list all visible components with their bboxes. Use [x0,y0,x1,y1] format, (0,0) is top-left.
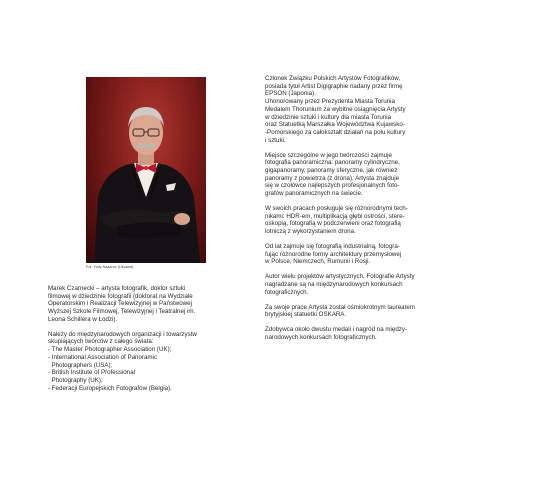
text-line: Leona Schillera w Łodzi). [48,315,118,323]
text-line: grafów panoramicznych na świecie. [265,190,363,198]
panorama-paragraph [265,152,442,198]
text-line: filmowej w dziedzinie fotografii (doktorat na Wydziale [48,292,193,300]
medals-paragraph [265,326,442,341]
list-item: - Federacji Europejskich Fotografów (Belgia). [48,384,172,392]
text-line: gigapanoramy, panoramy sferyczne, jak również [265,166,398,174]
text-line: brytyjskiej statuetki OSKARA. [265,311,347,319]
portrait-photo [86,77,206,263]
text-line: Od lat zajmuje się fotografią industrialną, fotogra- [265,242,400,250]
honors-paragraph [265,75,442,144]
list-item: Photography (UK); [48,376,103,384]
text-line: -Pomorskiego za całokształt działań na polu kultury [265,128,406,136]
text-line: i sztuki. [265,136,286,144]
bio-intro-paragraph [48,285,246,324]
text-line: w dziedzinie sztuki i kultury dla miasta Torunia [265,113,392,121]
text-line: się w czołówce najlepszych profesjonalnych foto- [265,182,400,190]
oskar-paragraph [265,304,442,319]
text-line: panoramy z powietrza (z drona). Artysta znajduje [265,174,400,182]
photo-caption: Fot. Yuliy Nazarov (Ukraina) [86,265,134,269]
portrait-illustration [86,77,206,263]
text-line: skupiających twórców z całego świata: [48,338,154,346]
text-line: Wyższej Szkole Filmowej, Telewizyjnej i Teatralnej im. [48,308,196,316]
text-line: nikami: HDR-em, multiplikacją głębi ostrości, stere- [265,212,405,220]
list-item: - International Association of Panoramic [48,353,158,361]
text-line: oraz Statuetką Marszałka Województwa Kujawsko- [265,121,405,129]
text-line: posiada tytuł Artist Digigraphie nadany przez firmę [265,82,403,90]
text-line: Zdobywca około dwustu medali i nagród na między- [265,326,408,334]
projects-paragraph [265,273,442,296]
text-line: Operatorskim i Realizacji Telewizyjnej w Państwowej [48,300,192,308]
text-line: narodowych konkursach fotograficznych. [265,333,377,341]
text-line: nagradzane są na międzynarodowych konkursach [265,280,403,288]
list-item: - The Master Photographer Association (UK); [48,346,172,354]
text-line: Należy do międzynarodowych organizacji i towarzystw [48,330,197,338]
text-line: lotniczą z wykorzystaniem drona. [265,228,356,236]
text-line: Miejsce szczególne w jego twórczości zajmuje [265,151,392,159]
right-text-column [265,75,442,349]
text-line: Medalem Thorunium za wybitne osiągnięcia Artysty [265,105,406,113]
text-line: fotograficznych. [265,288,309,296]
list-item: - British Institute of Professional [48,369,136,377]
text-line: fując różnorodne formy architektury przemysłowej [265,250,402,258]
organizations-list [48,346,246,392]
list-item: Photographers (USA); [48,361,113,369]
text-line: oskopią, fotografią w podczerwieni oraz fotografią [265,220,401,228]
left-text-column [48,285,246,392]
text-line: W swoich pracach posługuje się różnorodnymi tech- [265,204,408,212]
text-line: Za swoje prace Artysta został ośmiokrotnym laureatem [265,303,415,311]
text-line: fotografia panoramiczna: panoramy cylindryczne, [265,159,400,167]
text-line: Uhonorowany przez Prezydenta Miasta Torunia [265,98,395,106]
text-line: Marek Czarnecki – artysta fotografik, doktor sztuki [48,285,186,292]
industrial-paragraph [265,243,442,266]
membership-paragraph [48,331,246,346]
text-line: EPSON (Japonia). [265,90,316,98]
text-line: w Polsce, Niemczech, Rumunii i Rosji. [265,258,371,266]
text-line: Autor wielu projektów artystycznych. Fotografie Artysty [265,273,415,281]
text-line: Członek Związku Polskich Artystów Fotografików, [265,75,401,82]
techniques-paragraph [265,205,442,236]
